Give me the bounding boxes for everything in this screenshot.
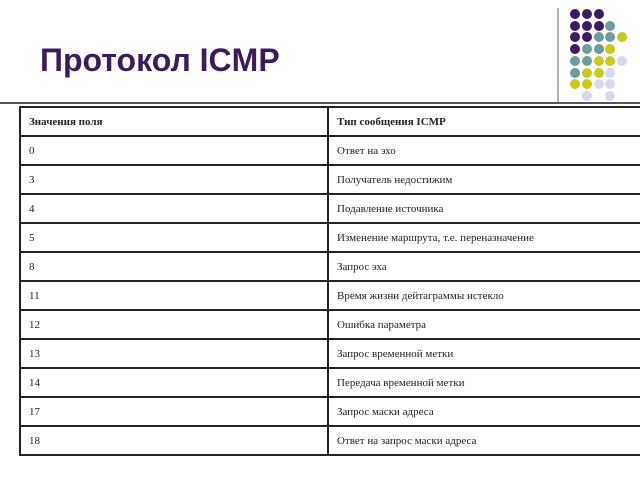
field-value-cell: 13: [20, 339, 328, 368]
decorative-dot: [594, 79, 604, 89]
decorative-dot: [570, 9, 580, 19]
field-value-cell: 11: [20, 281, 328, 310]
field-value-cell: 0: [20, 136, 328, 165]
table-header-row: [20, 107, 640, 136]
decorative-dot: [617, 56, 627, 66]
message-type-cell: Ответ на эхо: [328, 136, 640, 165]
field-value-cell: 12: [20, 310, 328, 339]
decorative-dot: [605, 21, 615, 31]
table-row: [20, 252, 640, 281]
message-type-cell: Запрос маски адреса: [328, 397, 640, 426]
decorative-dot: [570, 56, 580, 66]
decorative-dot: [582, 9, 592, 19]
header-message-type: Тип сообщения ICMP: [328, 107, 640, 136]
field-value-cell: 5: [20, 223, 328, 252]
table-row: [20, 136, 640, 165]
decorative-dot: [582, 21, 592, 31]
decorative-dot: [605, 79, 615, 89]
field-value-cell: 4: [20, 194, 328, 223]
table-row: [20, 281, 640, 310]
field-value-cell: 3: [20, 165, 328, 194]
decorative-dot: [605, 68, 615, 78]
decorative-dot: [605, 44, 615, 54]
icmp-types-table: [19, 106, 640, 456]
table-row: [20, 223, 640, 252]
decorative-horizontal-line: [0, 102, 640, 104]
field-value-cell: 18: [20, 426, 328, 455]
table-row: [20, 397, 640, 426]
decorative-dot: [594, 68, 604, 78]
table-row: [20, 165, 640, 194]
header-field-value: Значения поля: [20, 107, 328, 136]
message-type-cell: Запрос эха: [328, 252, 640, 281]
table-row: [20, 194, 640, 223]
decorative-dot: [582, 44, 592, 54]
decorative-dot: [582, 32, 592, 42]
field-value-cell: 17: [20, 397, 328, 426]
decorative-dot: [570, 44, 580, 54]
field-value-cell: 8: [20, 252, 328, 281]
message-type-cell: Ответ на запрос маски адреса: [328, 426, 640, 455]
table-row: [20, 339, 640, 368]
decorative-dot: [570, 32, 580, 42]
message-type-cell: Ошибка параметра: [328, 310, 640, 339]
table-row: [20, 426, 640, 455]
slide-title: Протокол ICMP: [40, 42, 280, 78]
field-value-cell: 14: [20, 368, 328, 397]
decorative-dot: [570, 79, 580, 89]
decorative-dot: [594, 44, 604, 54]
decorative-dot: [605, 56, 615, 66]
decorative-dot: [617, 32, 627, 42]
decorative-dot: [582, 56, 592, 66]
message-type-cell: Передача временной метки: [328, 368, 640, 397]
table-row: [20, 310, 640, 339]
decorative-dot: [594, 21, 604, 31]
message-type-cell: Запрос временной метки: [328, 339, 640, 368]
decorative-dot: [582, 91, 592, 101]
decorative-dot: [594, 9, 604, 19]
decorative-dot: [582, 68, 592, 78]
table-row: [20, 368, 640, 397]
decorative-dot: [570, 21, 580, 31]
message-type-cell: Изменение маршрута, т.е. переназначение: [328, 223, 640, 252]
message-type-cell: Время жизни дейтаграммы истекло: [328, 281, 640, 310]
message-type-cell: Получатель недостижим: [328, 165, 640, 194]
decorative-dot: [570, 68, 580, 78]
decorative-vertical-line: [557, 8, 559, 102]
decorative-dot: [594, 56, 604, 66]
message-type-cell: Подавление источника: [328, 194, 640, 223]
decorative-dot: [594, 32, 604, 42]
decorative-dot: [582, 79, 592, 89]
decorative-dot: [605, 91, 615, 101]
decorative-dot: [605, 32, 615, 42]
